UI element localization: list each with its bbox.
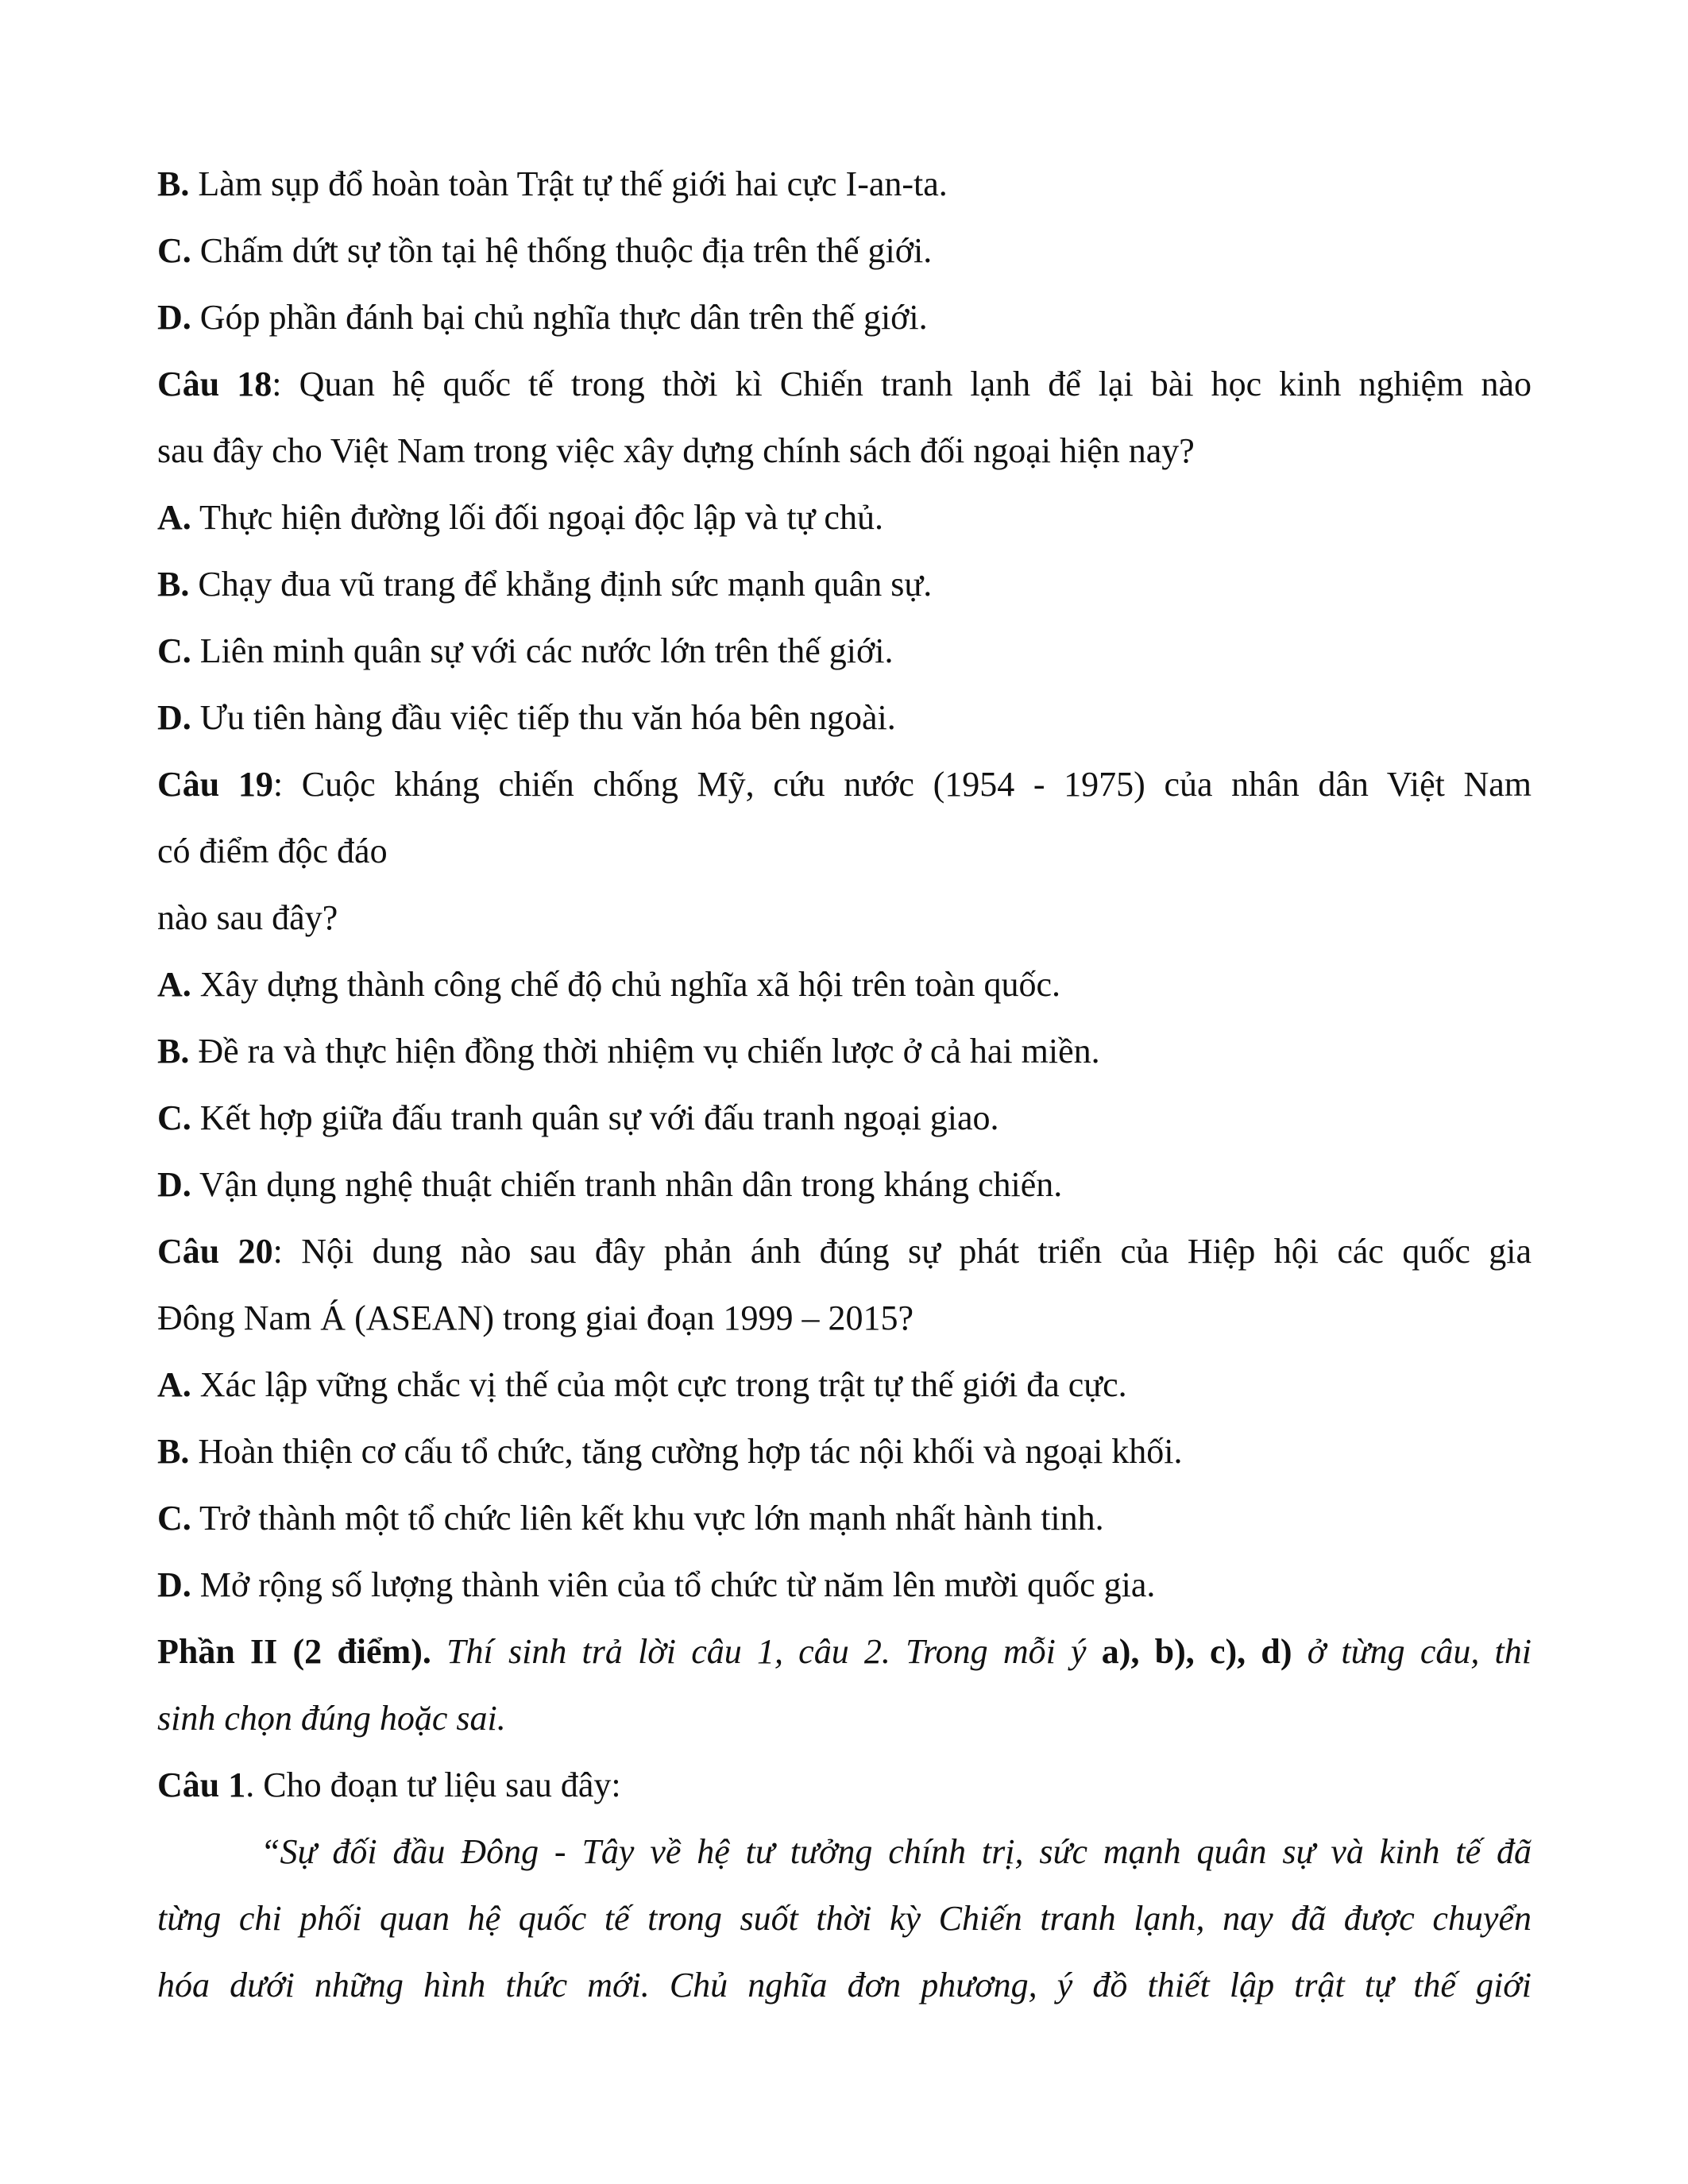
question-label: Câu 18 — [157, 365, 272, 403]
q17-option-d — [157, 284, 1532, 351]
option-text: Hoàn thiện cơ cấu tổ chức, tăng cường hợp tác nội khối và ngoại khối. — [189, 1432, 1183, 1471]
q20-stem-line-2 — [157, 1285, 1532, 1352]
option-label: B. — [157, 164, 190, 203]
part2-items: a), b), c), d) — [1101, 1632, 1292, 1671]
option-text: Góp phần đánh bại chủ nghĩa thực dân trên thế giới. — [191, 298, 928, 337]
part2-instruction: sinh chọn đúng hoặc sai. — [157, 1699, 506, 1738]
q19-option-d — [157, 1152, 1532, 1218]
option-text: Chấm dứt sự tồn tại hệ thống thuộc địa trên thế giới. — [191, 231, 933, 270]
q18-stem-line-1 — [157, 351, 1532, 418]
question-text: . Cho đoạn tư liệu sau đây: — [245, 1765, 621, 1804]
question-text: nào sau đây? — [157, 898, 338, 937]
quote-text: từng chi phối quan hệ quốc tế trong suốt thời kỳ Chiến tranh lạnh, nay đã được chuyển — [157, 1899, 1532, 1938]
option-label: D. — [157, 698, 191, 737]
question-text: : Quan hệ quốc tế trong thời kì Chiến tranh lạnh để lại bài học kinh nghiệm nào — [272, 365, 1532, 403]
option-text: Xây dựng thành công chế độ chủ nghĩa xã hội trên toàn quốc. — [191, 965, 1061, 1004]
option-label: C. — [157, 631, 191, 670]
option-text: Làm sụp đổ hoàn toàn Trật tự thế giới hai cực I-an-ta. — [189, 164, 948, 203]
part2-heading: Phần II (2 điểm). — [157, 1632, 431, 1671]
part2-instruction: ở từng câu, thi — [1292, 1632, 1532, 1671]
q18-option-b — [157, 551, 1532, 618]
question-label: Câu 19 — [157, 765, 273, 804]
q19-option-c — [157, 1085, 1532, 1152]
option-text: Xác lập vững chắc vị thế của một cực trong trật tự thế giới đa cực. — [191, 1365, 1127, 1404]
q17-option-b — [157, 151, 1532, 218]
option-text: Vận dụng nghệ thuật chiến tranh nhân dân trong kháng chiến. — [191, 1165, 1063, 1204]
part2-heading-line-2 — [157, 1685, 1532, 1752]
option-label: A. — [157, 965, 191, 1004]
q18-option-d — [157, 685, 1532, 751]
option-label: A. — [157, 498, 191, 537]
option-label: A. — [157, 1365, 191, 1404]
question-text: sau đây cho Việt Nam trong việc xây dựng chính sách đối ngoại hiện nay? — [157, 431, 1195, 470]
q20-stem-line-1 — [157, 1218, 1532, 1285]
option-label: B. — [157, 1032, 190, 1071]
option-label: D. — [157, 1165, 191, 1204]
q17-option-c — [157, 218, 1532, 284]
p2q1-intro — [157, 1752, 1532, 1819]
q18-stem-line-2 — [157, 418, 1532, 484]
question-label: Câu 20 — [157, 1232, 273, 1271]
document-page — [157, 151, 1532, 2019]
option-label: D. — [157, 298, 191, 337]
q18-option-c — [157, 618, 1532, 685]
option-text: Kết hợp giữa đấu tranh quân sự với đấu tranh ngoại giao. — [191, 1098, 999, 1137]
question-text: : Cuộc kháng chiến chống Mỹ, cứu nước (1954 - 1975) của nhân dân Việt Nam — [272, 765, 1532, 804]
p2q1-quote-line-2 — [157, 1885, 1532, 1952]
option-text: Ưu tiên hàng đầu việc tiếp thu văn hóa bên ngoài. — [191, 698, 896, 737]
option-text: Mở rộng số lượng thành viên của tổ chức từ năm lên mười quốc gia. — [191, 1565, 1156, 1604]
question-text: Đông Nam Á (ASEAN) trong giai đoạn 1999 – 2015? — [157, 1298, 914, 1337]
q19-stem-line-2 — [157, 818, 1532, 885]
p2q1-quote-line-3 — [157, 1952, 1532, 2019]
option-label: B. — [157, 1432, 190, 1471]
option-text: Trở thành một tổ chức liên kết khu vực lớn mạnh nhất hành tinh. — [191, 1499, 1104, 1538]
quote-text: “Sự đối đầu Đông - Tây về hệ tư tưởng chính trị, sức mạnh quân sự và kinh tế đã — [261, 1832, 1532, 1871]
q20-option-b — [157, 1418, 1532, 1485]
option-text: Liên minh quân sự với các nước lớn trên thế giới. — [191, 631, 894, 670]
q19-option-a — [157, 951, 1532, 1018]
option-text: Đề ra và thực hiện đồng thời nhiệm vụ chiến lược ở cả hai miền. — [189, 1032, 1100, 1071]
q19-stem-line-1 — [157, 751, 1532, 818]
option-label: D. — [157, 1565, 191, 1604]
q19-option-b — [157, 1018, 1532, 1085]
q18-option-a — [157, 484, 1532, 551]
question-text: có điểm độc đáo — [157, 832, 388, 870]
option-text: Chạy đua vũ trang để khẳng định sức mạnh quân sự. — [189, 565, 933, 604]
question-label: Câu 1 — [157, 1765, 246, 1804]
q19-stem-line-3 — [157, 885, 1532, 951]
q20-option-c — [157, 1485, 1532, 1552]
option-label: C. — [157, 231, 191, 270]
q20-option-a — [157, 1352, 1532, 1418]
option-label: C. — [157, 1098, 191, 1137]
question-text: : Nội dung nào sau đây phản ánh đúng sự phát triển của Hiệp hội các quốc gia — [272, 1232, 1532, 1271]
option-text: Thực hiện đường lối đối ngoại độc lập và tự chủ. — [191, 498, 883, 537]
part2-heading-line-1 — [157, 1619, 1532, 1685]
q20-option-d — [157, 1552, 1532, 1619]
p2q1-quote-line-1 — [157, 1819, 1532, 1885]
part2-instruction: Thí sinh trả lời câu 1, câu 2. Trong mỗi ý — [431, 1632, 1102, 1671]
quote-text: hóa dưới những hình thức mới. Chủ nghĩa đơn phương, ý đồ thiết lập trật tự thế giới — [157, 1966, 1532, 2005]
option-label: B. — [157, 565, 190, 604]
option-label: C. — [157, 1499, 191, 1538]
